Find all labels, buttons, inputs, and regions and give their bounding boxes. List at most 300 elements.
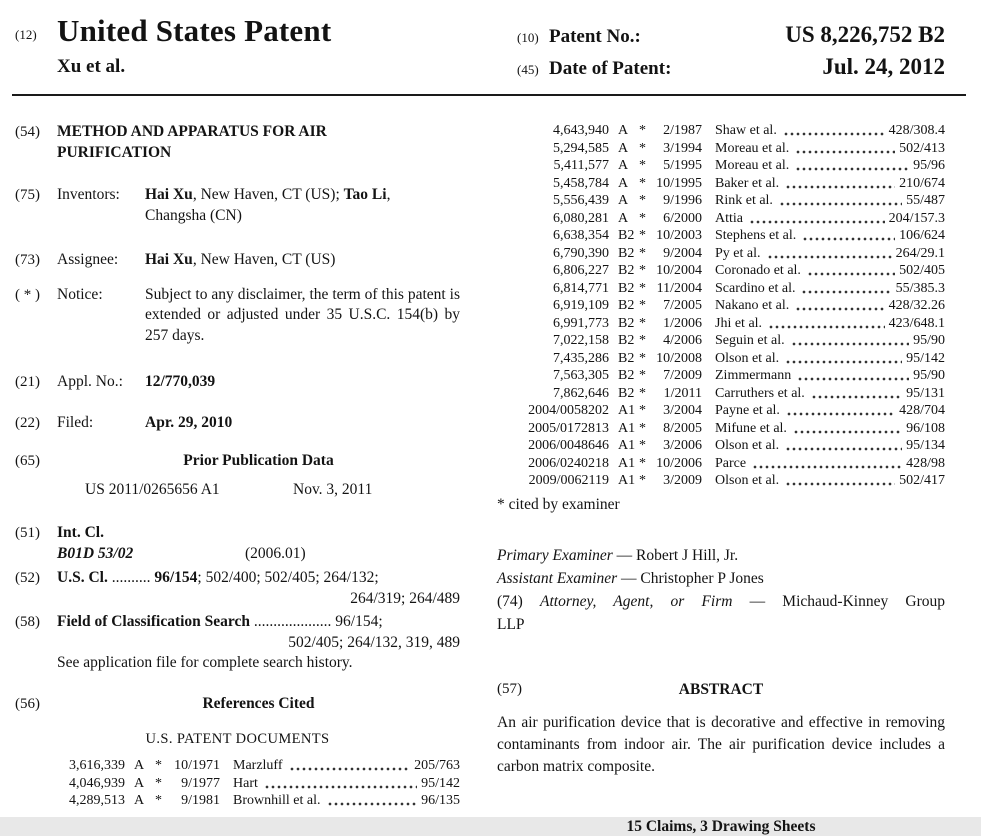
ref-examiner-star: *	[639, 140, 646, 156]
ref-patent-number: 2006/0048646	[528, 438, 609, 453]
patent-date-value: Jul. 24, 2012	[822, 54, 945, 79]
ref-date: 7/2005	[663, 298, 702, 313]
ref-patent-number: 4,046,939	[69, 775, 125, 791]
ref-date: 10/2006	[656, 455, 702, 471]
ref-inventor-name: Stephens et al.	[715, 228, 797, 243]
dot-leader	[785, 437, 902, 455]
ref-date: 9/1996	[663, 193, 702, 208]
ref-examiner-star: *	[155, 793, 162, 808]
inventors-label: Inventors:	[57, 186, 120, 203]
ref-inventor-name: Jhi et al.	[715, 315, 763, 331]
ref-patent-number: 6,814,771	[553, 280, 609, 296]
ref-kind-code: B2	[618, 263, 635, 278]
ref-name-and-class	[702, 210, 945, 228]
ref-name-and-class	[702, 157, 945, 175]
assignee-value	[145, 250, 460, 271]
text-segment: Tao Li	[343, 186, 387, 203]
ref-patent-number: 5,458,784	[553, 175, 609, 191]
ref-name-and-class	[702, 227, 945, 245]
ref-class-code: 95/96	[913, 158, 945, 173]
ref-inventor-name: Rink et al.	[715, 193, 773, 208]
ref-kind-code: B2	[618, 315, 635, 331]
text-segment: Attorney, Agent, or Firm	[540, 592, 733, 610]
text-segment: Hai Xu	[145, 251, 193, 268]
dot-leader	[783, 122, 885, 140]
ref-date: 10/2008	[656, 350, 702, 366]
inid-65: (65)	[15, 453, 40, 469]
ref-row	[497, 227, 945, 245]
ref-examiner-star: *	[639, 263, 646, 278]
ref-row	[497, 385, 945, 403]
abstract-heading: ABSTRACT	[678, 680, 764, 698]
abstract-text: An air purification device that is decorative and effective in removing contaminants from indoor air. The air purification device includes a carbon matrix composite.	[497, 713, 945, 775]
ref-row	[497, 455, 945, 473]
ref-kind-code: A	[618, 210, 629, 226]
ref-date: 3/2006	[663, 438, 702, 453]
prior-publication-heading: Prior Publication Data	[183, 452, 334, 469]
text-segment: ..........	[107, 569, 155, 586]
ref-row	[497, 402, 945, 420]
dot-leader	[785, 175, 895, 193]
field-search-line1	[57, 612, 460, 633]
ref-name-and-class	[702, 280, 945, 298]
ref-inventor-name: Payne et al.	[715, 403, 780, 418]
ref-name-and-class	[220, 792, 460, 810]
ref-examiner-star: *	[639, 193, 646, 208]
ref-class-code: 205/763	[414, 758, 460, 773]
ref-class-code: 264/29.1	[895, 245, 945, 261]
ref-examiner-star: *	[155, 758, 162, 773]
ref-name-and-class	[702, 297, 945, 315]
ref-date: 3/1994	[663, 140, 702, 156]
text-segment: — Robert J Hill, Jr.	[612, 546, 739, 564]
field-search-line2: 502/405; 264/132, 319, 489	[288, 633, 460, 651]
ref-row	[497, 332, 945, 350]
text-segment: — Christopher P Jones	[617, 569, 764, 587]
patent-date-label: Date of Patent:	[549, 58, 672, 79]
ref-patent-number: 4,643,940	[553, 123, 609, 138]
references-table-left	[15, 757, 460, 810]
ref-class-code: 502/405	[899, 263, 945, 278]
ref-kind-code: A1	[618, 403, 636, 418]
assignee-label: Assignee:	[57, 251, 119, 268]
section-references-cited	[15, 694, 460, 715]
ref-class-code: 55/385.3	[895, 280, 945, 296]
ref-examiner-star: *	[639, 175, 646, 191]
ref-examiner-star: *	[639, 123, 646, 138]
text-segment: Primary Examiner	[497, 546, 613, 564]
references-table-right	[497, 122, 945, 490]
ref-name-and-class	[220, 775, 460, 793]
ref-examiner-star: *	[639, 315, 646, 331]
ref-kind-code: A	[134, 758, 145, 773]
notice-text: Subject to any disclaimer, the term of this patent is extended or adjusted under 35 U.S.C. 154(b) by 257 days.	[145, 285, 460, 344]
ref-row	[49, 775, 460, 793]
ref-class-code: 428/704	[899, 403, 945, 418]
ref-name-and-class	[220, 757, 460, 775]
notice-label: Notice:	[57, 285, 103, 303]
ref-name-and-class	[702, 262, 945, 280]
text-segment: (74)	[497, 592, 540, 610]
ref-examiner-star: *	[639, 438, 646, 453]
text-segment: Changsha (CN)	[145, 206, 242, 224]
ref-name-and-class	[702, 367, 945, 385]
ref-inventor-name: Carruthers et al.	[715, 385, 805, 401]
patent-header	[0, 0, 981, 84]
ref-row	[497, 157, 945, 175]
ref-patent-number: 6,638,354	[553, 228, 609, 243]
ref-inventor-name: Shaw et al.	[715, 123, 777, 138]
ref-inventor-name: Py et al.	[715, 245, 761, 261]
inid-51: (51)	[15, 525, 40, 541]
ref-examiner-star: *	[639, 385, 646, 401]
dot-leader	[802, 227, 895, 245]
header-right	[517, 14, 945, 84]
ref-inventor-name: Nakano et al.	[715, 298, 790, 313]
text-segment: 96/154	[154, 569, 198, 586]
ref-patent-number: 6,919,109	[553, 298, 609, 313]
ref-name-and-class	[702, 140, 945, 158]
ref-date: 11/2004	[656, 280, 702, 296]
ref-name-and-class	[702, 122, 945, 140]
ref-date: 8/2005	[663, 420, 702, 436]
ref-row	[497, 472, 945, 490]
text-segment: ,	[386, 186, 391, 203]
ref-class-code: 95/142	[906, 350, 945, 366]
ref-row	[497, 210, 945, 228]
us-patent-documents-subheading: U.S. PATENT DOCUMENTS	[145, 731, 330, 747]
section-appl-no	[15, 372, 460, 393]
ref-date: 9/1977	[181, 775, 220, 791]
ref-class-code: 204/157.3	[888, 210, 945, 226]
dot-leader	[767, 245, 892, 263]
ref-examiner-star: *	[639, 333, 646, 348]
dot-leader	[807, 262, 895, 280]
dot-leader	[785, 350, 902, 368]
attorney-line-2: LLP	[497, 615, 525, 633]
ref-patent-number: 5,411,577	[553, 158, 609, 173]
ref-date: 10/1971	[174, 758, 220, 773]
cited-by-examiner-note: * cited by examiner	[497, 495, 620, 513]
text-segment: , New Haven, CT (US)	[192, 251, 336, 268]
ref-examiner-star: *	[639, 158, 646, 173]
ref-row	[497, 262, 945, 280]
patent-number-value: US 8,226,752 B2	[785, 22, 945, 47]
ref-row	[497, 297, 945, 315]
inid-star: ( * )	[15, 286, 40, 303]
ref-kind-code: B2	[618, 333, 635, 348]
section-prior-publication	[15, 451, 460, 472]
ref-class-code: 96/108	[906, 420, 945, 436]
field-search-note: See application file for complete search history.	[57, 654, 353, 671]
section-assignee	[15, 250, 460, 271]
ref-examiner-star: *	[155, 775, 162, 791]
patent-number-label: Patent No.:	[549, 26, 641, 47]
ref-date: 1/2011	[663, 385, 702, 401]
text-segment: Hai Xu	[145, 186, 193, 203]
ref-inventor-name: Seguin et al.	[715, 333, 785, 348]
ref-name-and-class	[702, 175, 945, 193]
ref-name-and-class	[702, 420, 945, 438]
ref-kind-code: A	[618, 175, 629, 191]
ref-kind-code: A	[134, 793, 145, 808]
ref-inventor-name: Coronado et al.	[715, 263, 801, 278]
ref-row	[49, 757, 460, 775]
section-field-of-search	[15, 612, 460, 674]
ref-patent-number: 2004/0058202	[528, 403, 609, 418]
dot-leader	[791, 332, 910, 350]
ref-inventor-name: Zimmermann	[715, 368, 792, 383]
dot-leader	[795, 157, 909, 175]
ref-inventor-name: Brownhill et al.	[233, 793, 321, 808]
ref-patent-number: 6,790,390	[553, 245, 609, 261]
ref-row	[497, 175, 945, 193]
dot-leader	[785, 472, 895, 490]
ref-examiner-star: *	[639, 210, 646, 226]
ref-class-code: 95/134	[906, 438, 945, 453]
ref-kind-code: B2	[618, 245, 635, 261]
ref-name-and-class	[702, 385, 945, 403]
ref-row	[497, 420, 945, 438]
ref-row	[497, 367, 945, 385]
us-cl-line1	[57, 568, 460, 589]
ref-inventor-name: Scardino et al.	[715, 280, 796, 296]
primary-examiner-line	[497, 544, 945, 567]
ref-inventor-name: Attia	[715, 210, 743, 226]
ref-patent-number: 2009/0062119	[528, 473, 609, 488]
text-segment: .................... 96/154;	[250, 613, 383, 630]
ref-kind-code: B2	[618, 385, 635, 401]
dot-leader	[797, 367, 909, 385]
ref-row	[497, 192, 945, 210]
dot-leader	[793, 420, 902, 438]
publication-date: Nov. 3, 2011	[293, 480, 373, 498]
left-column	[15, 122, 460, 836]
ref-date: 1/2006	[663, 315, 702, 331]
ref-patent-number: 2006/0240218	[528, 455, 609, 471]
inid-21: (21)	[15, 374, 40, 390]
section-us-cl	[15, 568, 460, 609]
attorney-line	[497, 590, 945, 613]
inid-75: (75)	[15, 187, 40, 203]
int-cl-version: (2006.01)	[245, 544, 306, 562]
text-segment: PURIFICATION	[57, 143, 172, 161]
inid-45: (45)	[517, 62, 539, 77]
dot-leader	[264, 775, 417, 793]
int-cl-heading: Int. Cl.	[57, 524, 104, 541]
ref-inventor-name: Olson et al.	[715, 350, 780, 366]
ref-class-code: 502/417	[899, 473, 945, 488]
dot-leader	[768, 315, 885, 333]
prior-publication-row	[15, 480, 460, 524]
ref-row	[497, 280, 945, 298]
section-inventors	[15, 185, 460, 226]
ref-kind-code: B2	[618, 228, 635, 243]
references-cited-heading: References Cited	[202, 694, 315, 712]
ref-row	[497, 437, 945, 455]
ref-examiner-star: *	[639, 420, 646, 436]
ref-row	[497, 315, 945, 333]
section-invention-title	[15, 122, 460, 163]
ref-date: 10/2004	[656, 263, 702, 278]
inid-56: (56)	[15, 695, 40, 712]
int-cl-code: B01D 53/02	[57, 544, 134, 562]
ref-class-code: 428/98	[906, 455, 945, 471]
ref-class-code: 210/674	[899, 175, 945, 191]
ref-date: 3/2004	[663, 403, 702, 418]
examiner-block	[497, 544, 945, 636]
dot-leader	[811, 385, 902, 403]
dot-leader	[795, 140, 895, 158]
inid-57: (57)	[497, 680, 522, 697]
ref-row	[497, 140, 945, 158]
ref-examiner-star: *	[639, 350, 646, 366]
dot-leader	[289, 757, 411, 775]
ref-kind-code: B2	[618, 350, 635, 366]
ref-examiner-star: *	[639, 403, 646, 418]
ref-name-and-class	[702, 192, 945, 210]
ref-patent-number: 5,294,585	[553, 140, 609, 156]
dot-leader	[779, 192, 902, 210]
spacer	[15, 480, 57, 524]
ref-class-code: 106/624	[899, 228, 945, 243]
ref-inventor-name: Olson et al.	[715, 473, 780, 488]
ref-date: 5/1995	[663, 158, 702, 173]
filed-value: Apr. 29, 2010	[145, 413, 233, 431]
ref-kind-code: A1	[618, 455, 636, 471]
ref-date: 9/2004	[663, 245, 702, 261]
ref-name-and-class	[702, 472, 945, 490]
ref-inventor-name: Moreau et al.	[715, 140, 790, 156]
ref-patent-number: 7,862,646	[553, 385, 609, 401]
ref-inventor-name: Olson et al.	[715, 438, 780, 453]
ref-examiner-star: *	[639, 245, 646, 261]
ref-patent-number: 7,563,305	[553, 368, 609, 383]
assistant-examiner-line	[497, 567, 945, 590]
ref-examiner-star: *	[639, 473, 646, 488]
ref-kind-code: A	[618, 140, 629, 156]
text-segment: METHOD AND APPARATUS FOR AIR	[57, 123, 327, 140]
dot-leader	[801, 280, 891, 298]
ref-date: 10/1995	[656, 175, 702, 191]
ref-examiner-star: *	[639, 280, 646, 296]
ref-class-code: 95/90	[913, 368, 945, 383]
two-column-body	[0, 96, 981, 836]
ref-date: 3/2009	[663, 473, 702, 488]
patent-number-row	[517, 20, 945, 52]
ref-name-and-class	[702, 332, 945, 350]
inventors-value	[145, 185, 460, 226]
ref-inventor-name: Parce	[715, 455, 747, 471]
section-int-cl	[15, 523, 460, 564]
ref-date: 4/2006	[663, 333, 702, 348]
text-segment: — Michaud-Kinney Group	[732, 592, 945, 610]
header-left	[15, 14, 331, 84]
ref-patent-number: 7,435,286	[553, 350, 609, 366]
ref-patent-number: 6,991,773	[553, 315, 609, 331]
claims-drawing-sheets-line: 15 Claims, 3 Drawing Sheets	[626, 817, 816, 835]
filed-label: Filed:	[57, 413, 94, 431]
page-title: United States Patent	[57, 13, 332, 48]
ref-kind-code: A	[618, 123, 629, 138]
ref-class-code: 96/135	[421, 793, 460, 808]
inid-22: (22)	[15, 414, 40, 431]
ref-name-and-class	[702, 245, 945, 263]
section-notice	[15, 285, 460, 347]
patent-date-row	[517, 52, 945, 84]
text-segment: Field of Classification Search	[57, 613, 251, 630]
ref-examiner-star: *	[639, 298, 646, 313]
inid-54: (54)	[15, 124, 40, 140]
ref-date: 10/2003	[656, 228, 702, 243]
author-line: Xu et al.	[57, 56, 126, 77]
ref-kind-code: A1	[618, 438, 636, 453]
ref-name-and-class	[702, 402, 945, 420]
dot-leader	[786, 402, 895, 420]
appl-no-value: 12/770,039	[145, 373, 216, 390]
inid-12: (12)	[15, 27, 37, 42]
ref-class-code: 428/32.26	[888, 298, 945, 313]
ref-class-code: 502/413	[899, 140, 945, 156]
ref-class-code: 423/648.1	[888, 315, 945, 331]
ref-kind-code: A	[134, 775, 145, 791]
ref-row	[497, 350, 945, 368]
ref-name-and-class	[702, 350, 945, 368]
appl-no-label: Appl. No.:	[57, 373, 123, 390]
text-segment: ; 502/400; 502/405; 264/132;	[197, 569, 379, 586]
ref-patent-number: 5,556,439	[553, 193, 609, 208]
text-segment: U.S. Cl.	[57, 569, 108, 586]
ref-class-code: 95/90	[913, 333, 945, 348]
dot-leader	[795, 297, 884, 315]
ref-kind-code: A	[618, 158, 629, 173]
inid-10: (10)	[517, 30, 539, 45]
ref-patent-number: 4,289,513	[69, 793, 125, 808]
ref-class-code: 95/142	[421, 775, 460, 791]
ref-date: 2/1987	[663, 123, 702, 138]
dot-leader	[327, 792, 418, 810]
ref-row	[49, 792, 460, 810]
ref-patent-number: 6,080,281	[553, 210, 609, 226]
ref-kind-code: A1	[618, 420, 636, 436]
ref-inventor-name: Mifune et al.	[715, 420, 787, 436]
ref-inventor-name: Hart	[233, 775, 258, 791]
ref-inventor-name: Marzluff	[233, 758, 283, 773]
ref-kind-code: A1	[618, 473, 636, 488]
ref-patent-number: 7,022,158	[553, 333, 609, 348]
inid-52: (52)	[15, 570, 40, 586]
inid-58: (58)	[15, 614, 40, 630]
ref-name-and-class	[702, 437, 945, 455]
publication-number: US 2011/0265656 A1	[85, 480, 220, 498]
ref-patent-number: 6,806,227	[553, 263, 609, 278]
us-cl-line2: 264/319; 264/489	[350, 589, 460, 607]
ref-patent-number: 3,616,339	[69, 758, 125, 773]
text-segment: , New Haven, CT (US);	[192, 186, 344, 203]
ref-inventor-name: Baker et al.	[715, 175, 780, 191]
ref-kind-code: B2	[618, 298, 635, 313]
dot-leader	[749, 210, 885, 228]
text-segment: Assistant Examiner	[497, 569, 618, 587]
ref-examiner-star: *	[639, 228, 646, 243]
ref-date: 6/2000	[663, 210, 702, 226]
ref-kind-code: B2	[618, 368, 635, 383]
ref-name-and-class	[702, 455, 945, 473]
dot-leader	[752, 455, 902, 473]
inid-73: (73)	[15, 252, 40, 268]
section-filed	[15, 413, 460, 434]
ref-kind-code: A	[618, 193, 629, 208]
